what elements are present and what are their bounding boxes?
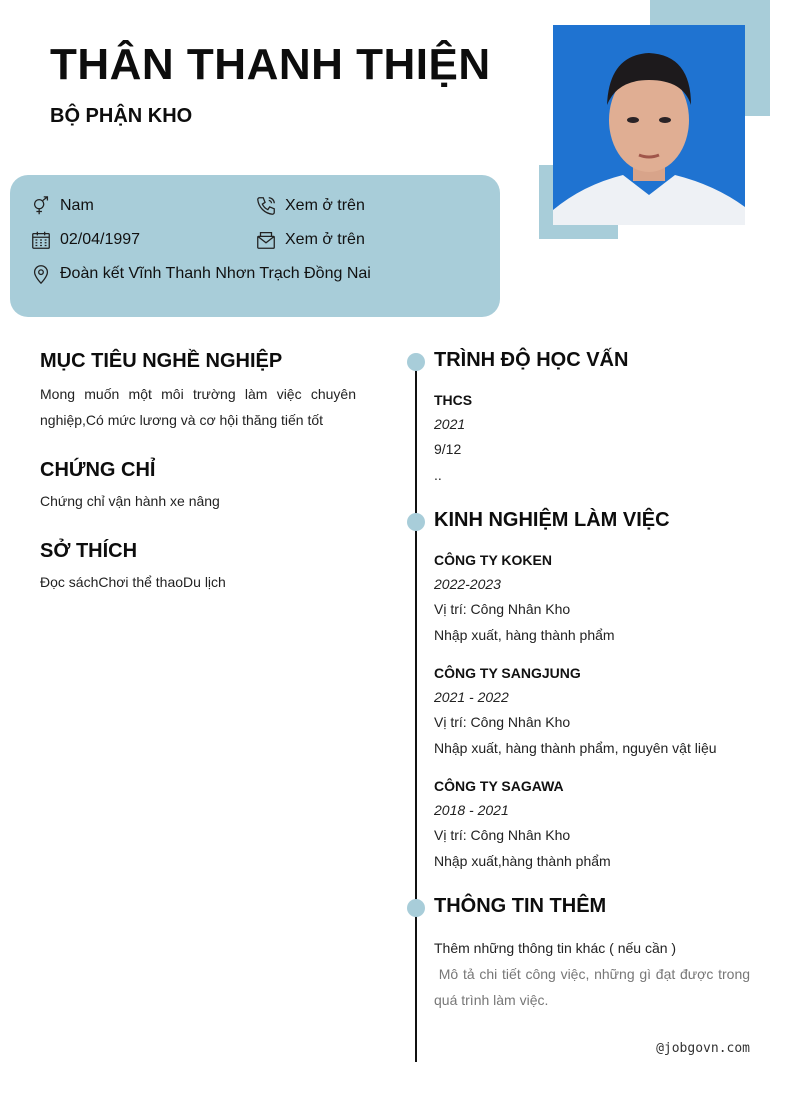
- address-item: [30, 263, 371, 285]
- job-time: 2021 - 2022: [434, 689, 509, 705]
- candidate-name: THÂN THANH THIỆN: [50, 40, 491, 89]
- timeline-dot: [407, 513, 425, 531]
- timeline-line: [415, 362, 417, 1062]
- job-description: Nhập xuất,hàng thành phẩm: [434, 853, 611, 869]
- experience-entry: [434, 774, 754, 874]
- email-text: Xem ở trên: [285, 231, 365, 248]
- additional-line-1: Thêm những thông tin khác ( nếu cần ): [434, 940, 677, 956]
- job-company: CÔNG TY SAGAWA: [434, 778, 564, 794]
- certificates-title: CHỨNG CHỈ: [40, 459, 156, 481]
- certificates-section: [40, 459, 356, 514]
- phone-item: [255, 195, 365, 217]
- hobbies-section: [40, 540, 356, 595]
- certificates-text: Chứng chỉ vận hành xe nâng: [40, 493, 220, 509]
- birthday-item: [30, 229, 140, 251]
- education-school: THCS: [434, 392, 473, 408]
- profile-photo: [553, 25, 745, 225]
- education-title: TRÌNH ĐỘ HỌC VẤN: [434, 349, 629, 371]
- birthday-text: 02/04/1997: [60, 231, 141, 248]
- email-icon: [255, 229, 277, 251]
- contact-info-box: [10, 175, 500, 317]
- calendar-icon: [30, 229, 52, 251]
- objective-text: Mong muốn một môi trường làm việc chuyên nghiệp,Có mức lương và cơ hội thăng tiến tốt: [40, 386, 356, 428]
- additional-line-2: Mô tả chi tiết công việc, những gì đạt được trong quá trình làm việc.: [434, 966, 754, 1008]
- job-time: 2018 - 2021: [434, 802, 509, 818]
- education-entry: [434, 388, 754, 488]
- hobbies-text: Đọc sáchChơi thể thaoDu lịch: [40, 574, 226, 590]
- experience-title: KINH NGHIỆM LÀM VIỆC: [434, 509, 670, 531]
- education-note: ..: [434, 467, 442, 483]
- job-company: CÔNG TY SANGJUNG: [434, 665, 581, 681]
- job-time: 2022-2023: [434, 576, 501, 592]
- experience-entry: [434, 548, 754, 648]
- job-description: Nhập xuất, hàng thành phẩm, nguyên vật liệu: [434, 740, 717, 756]
- additional-title: THÔNG TIN THÊM: [434, 895, 607, 917]
- education-year: 2021: [434, 416, 466, 432]
- job-company: CÔNG TY KOKEN: [434, 552, 552, 568]
- phone-icon: [255, 195, 277, 217]
- job-role: Vị trí: Công Nhân Kho: [434, 601, 571, 617]
- gender-item: [30, 195, 94, 217]
- left-column: [40, 350, 356, 595]
- watermark: @jobgovn.com: [656, 1041, 750, 1056]
- address-text: Đoàn kết Vĩnh Thanh Nhơn Trạch Đồng Nai: [60, 265, 371, 282]
- timeline-dot: [407, 353, 425, 371]
- additional-entry: [434, 935, 754, 1013]
- timeline-dot: [407, 899, 425, 917]
- gender-icon: [30, 195, 52, 217]
- job-description: Nhập xuất, hàng thành phẩm: [434, 627, 615, 643]
- location-icon: [30, 263, 52, 285]
- email-item: [255, 229, 365, 251]
- job-role: Vị trí: Công Nhân Kho: [434, 827, 571, 843]
- job-position: BỘ PHẬN KHO: [50, 105, 193, 127]
- phone-text: Xem ở trên: [285, 197, 365, 214]
- job-role: Vị trí: Công Nhân Kho: [434, 714, 571, 730]
- hobbies-title: SỞ THÍCH: [40, 540, 138, 562]
- objective-title: MỤC TIÊU NGHỀ NGHIỆP: [40, 350, 283, 372]
- gender-text: Nam: [60, 197, 94, 214]
- education-grade: 9/12: [434, 441, 462, 457]
- objective-section: [40, 350, 356, 433]
- experience-entry: [434, 661, 754, 761]
